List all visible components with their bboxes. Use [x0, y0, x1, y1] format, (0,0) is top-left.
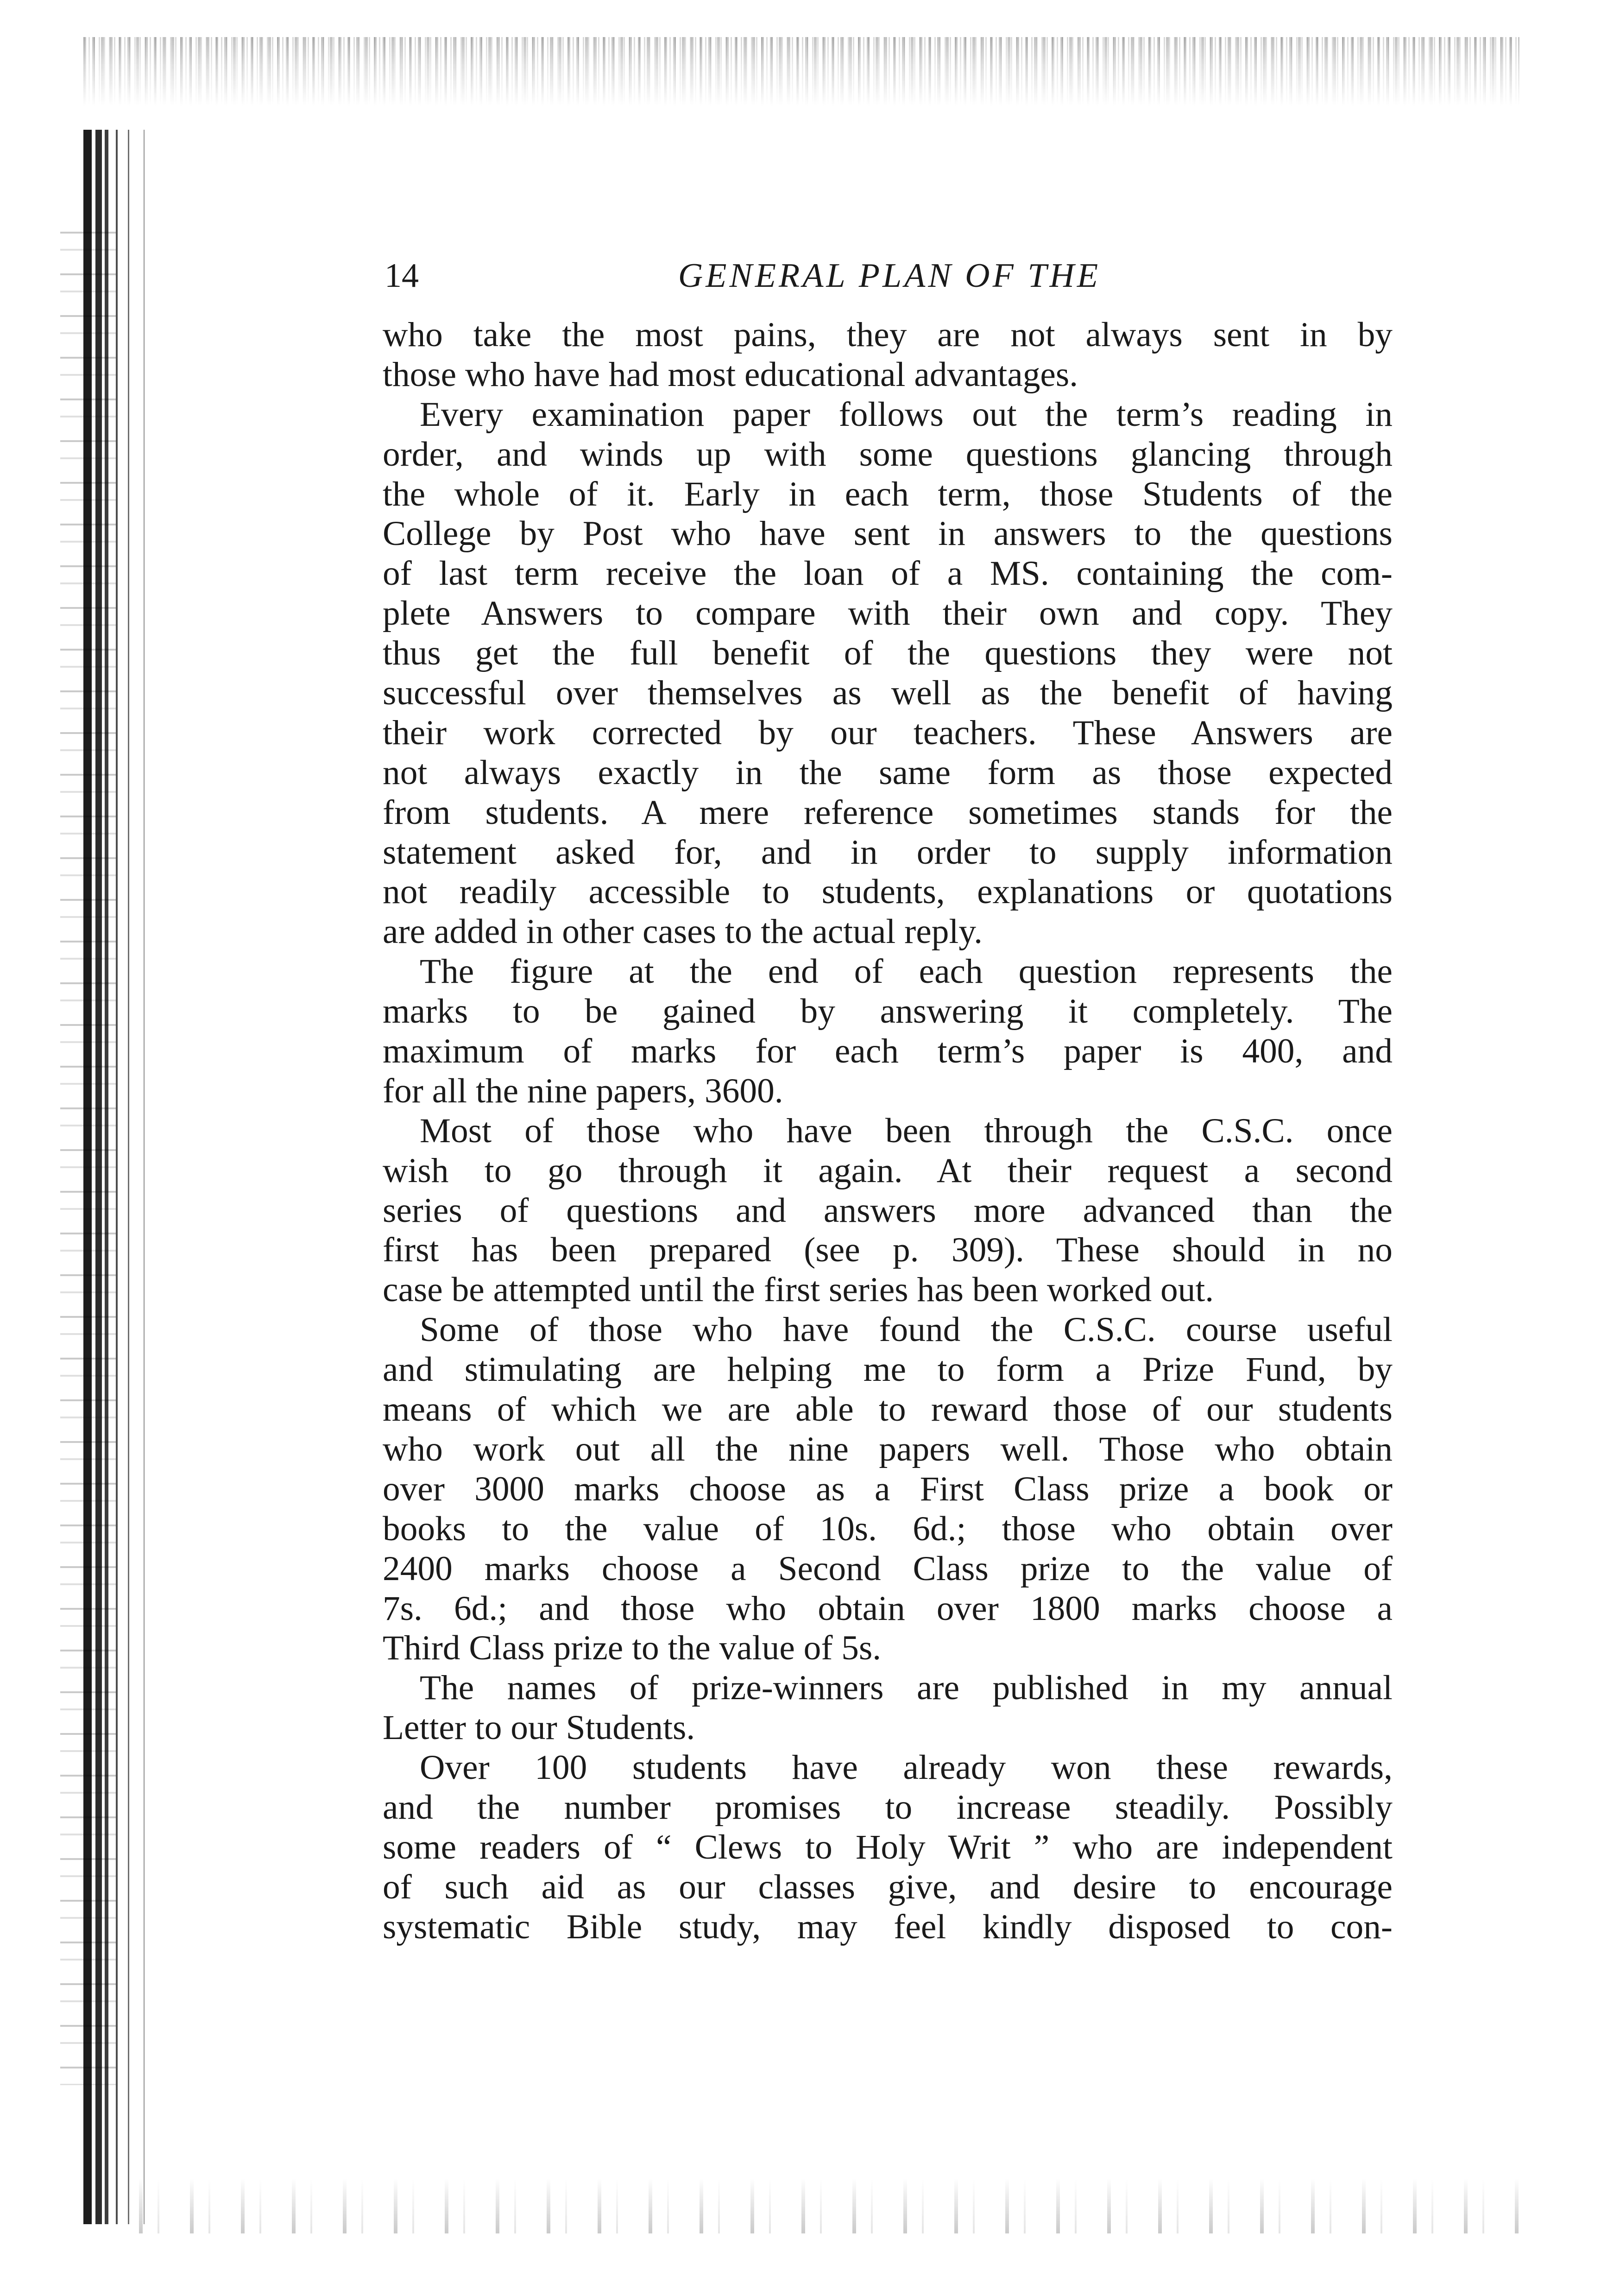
binding-speckle — [60, 232, 116, 2085]
text-line: Most of those who have been through the C.S.C. once — [420, 1111, 1393, 1150]
text-line: case be attempted until the first series has been worked out. — [383, 1271, 1214, 1309]
paragraph — [383, 1310, 1393, 1668]
text-line: who take the most pains, they are not always sent in by — [383, 316, 1393, 354]
text-line: successful over themselves as well as the benefit of having — [383, 674, 1393, 713]
text-line: The figure at the end of each question represents the — [420, 952, 1393, 991]
text-line: of last term receive the loan of a MS. containing the com- — [383, 554, 1393, 593]
text-line: thus get the full benefit of the questions they were not — [383, 634, 1393, 673]
text-line: statement asked for, and in order to supply information — [383, 833, 1393, 872]
text-line: Some of those who have found the C.S.C. course useful — [420, 1310, 1393, 1349]
text-line: means of which we are able to reward those of our students — [383, 1390, 1393, 1429]
text-line: their work corrected by our teachers. These Answers are — [383, 713, 1393, 752]
text-line: are added in other cases to the actual reply. — [383, 912, 983, 951]
text-line: first has been prepared (see p. 309). These should in no — [383, 1231, 1393, 1270]
text-line: The names of prize-winners are published in my annual — [420, 1669, 1393, 1708]
scan-top-edge-noise — [83, 37, 1519, 107]
text-line: Every examination paper follows out the term’s reading in — [420, 395, 1393, 434]
text-line: College by Post who have sent in answers to the questions — [383, 514, 1393, 553]
page-number: 14 — [384, 257, 419, 295]
text-line: 7s. 6d.; and those who obtain over 1800 marks choose a — [383, 1589, 1393, 1628]
running-head: GENERAL PLAN OF THE — [678, 257, 1101, 295]
paragraph — [383, 1668, 1393, 1748]
text-line: those who have had most educational advantages. — [383, 355, 1078, 394]
text-line: marks to be gained by answering it completely. The — [383, 992, 1393, 1031]
text-line: not readily accessible to students, explanations or quotations — [383, 873, 1393, 911]
text-line: not always exactly in the same form as those expected — [383, 753, 1393, 792]
text-line: maximum of marks for each term’s paper is 400, and — [383, 1032, 1393, 1071]
text-line: the whole of it. Early in each term, those Students of the — [383, 474, 1393, 513]
text-line: systematic Bible study, may feel kindly disposed to con- — [383, 1907, 1393, 1946]
text-line: 2400 marks choose a Second Class prize to the value of — [383, 1549, 1393, 1588]
paragraph — [383, 1111, 1393, 1310]
text-line: and the number promises to increase steadily. Possibly — [383, 1788, 1393, 1827]
text-line: for all the nine papers, 3600. — [383, 1071, 783, 1110]
paragraph — [383, 952, 1393, 1111]
text-line: wish to go through it again. At their request a second — [383, 1151, 1393, 1190]
text-line: series of questions and answers more advanced than the — [383, 1191, 1393, 1230]
text-line: from students. A mere reference sometimes stands for the — [383, 793, 1393, 832]
scan-bottom-edge-noise — [139, 2178, 1529, 2233]
text-line: who work out all the nine papers well. Those who obtain — [383, 1429, 1393, 1468]
text-line: and stimulating are helping me to form a Prize Fund, by — [383, 1350, 1393, 1389]
text-line: order, and winds up with some questions glancing through — [383, 435, 1393, 474]
text-line: some readers of “ Clews to Holy Writ ” who are independent — [383, 1828, 1393, 1866]
text-line: Over 100 students have already won these rewards, — [420, 1748, 1393, 1787]
body-text — [383, 315, 1393, 1947]
paragraph — [383, 395, 1393, 952]
paragraph — [383, 315, 1393, 395]
text-line: over 3000 marks choose as a First Class prize a book or — [383, 1469, 1393, 1508]
text-line: books to the value of 10s. 6d.; those who obtain over — [383, 1509, 1393, 1548]
page-header — [384, 250, 1394, 301]
text-line: of such aid as our classes give, and desire to encourage — [383, 1867, 1393, 1906]
text-line: plete Answers to compare with their own and copy. They — [383, 594, 1393, 633]
text-line: Third Class prize to the value of 5s. — [383, 1629, 882, 1668]
text-line: Letter to our Students. — [383, 1708, 695, 1747]
paragraph — [383, 1748, 1393, 1947]
